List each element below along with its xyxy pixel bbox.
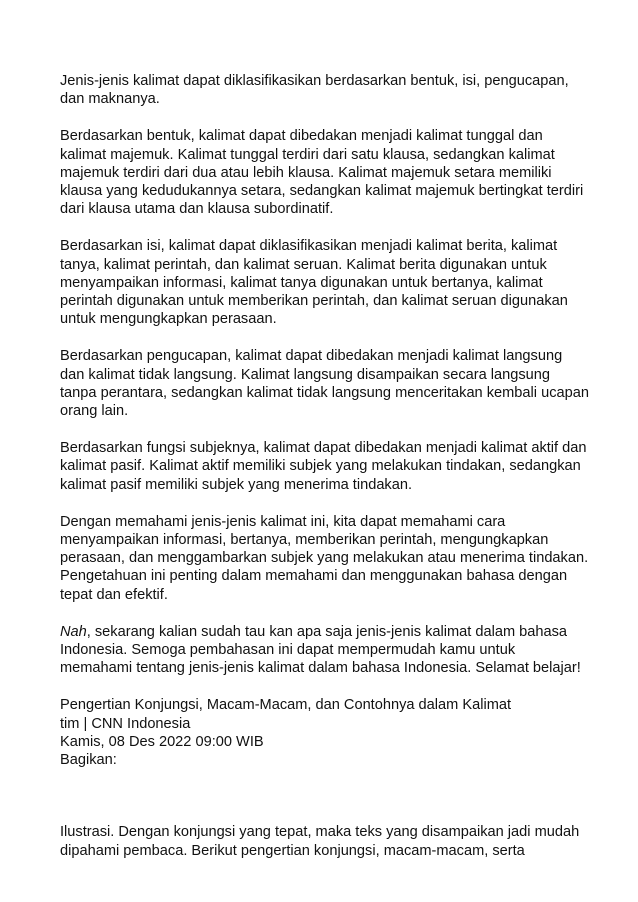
closing-text: , sekarang kalian sudah tau kan apa saja jenis-jenis kalimat dalam bahasa Indonesia. Semoga pembahasan ini dapat mempermudah kamu untuk memahami tentang jenis-jenis kalimat dalam bahasa Indonesia. Selamat belajar!	[60, 623, 581, 677]
paragraph-pengucapan: Berdasarkan pengucapan, kalimat dapat dibedakan menjadi kalimat langsung dan kalimat tidak langsung. Kalimat langsung disampaikan secara langsung tanpa perantara, sedangkan kalimat tidak langsung menceritakan kembali ucapan orang lain.	[60, 348, 589, 420]
paragraph-penutup	[60, 623, 590, 678]
paragraph-bentuk: Berdasarkan bentuk, kalimat dapat dibedakan menjadi kalimat tunggal dan kalimat majemuk. Kalimat tunggal terdiri dari satu klausa, sedangkan kalimat majemuk terdiri dari dua atau lebih klausa. Kalimat majemuk setara memiliki klausa yang kedudukannya setara, sedangkan kalimat majemuk bertingkat terdiri dari klausa utama dan klausa subordinatif.	[60, 128, 584, 218]
article-title: Pengertian Konjungsi, Macam-Macam, dan Contohnya dalam Kalimat	[60, 697, 512, 714]
document-page	[60, 72, 590, 860]
paragraph-kesimpulan: Dengan memahami jenis-jenis kalimat ini, kita dapat memahami cara menyampaikan informasi, bertanya, memberikan perintah, mengungkapkan perasaan, dan menggambarkan subjek yang melakukan atau menerima tindakan. Pengetahuan ini penting dalam memahami dan menggunakan bahasa dengan tepat dan efektif.	[60, 513, 589, 603]
closing-italic-word: Nah	[60, 623, 87, 640]
image-caption: Ilustrasi. Dengan konjungsi yang tepat, maka teks yang disampaikan jadi mudah dipahami pembaca. Berikut pengertian konjungsi, macam-macam, serta	[60, 824, 580, 859]
article-meta	[60, 696, 590, 769]
paragraph-fungsi-subjek: Berdasarkan fungsi subjeknya, kalimat dapat dibedakan menjadi kalimat aktif dan kalimat pasif. Kalimat aktif memiliki subjek yang melakukan tindakan, sedangkan kalimat pasif memiliki subjek yang menerima tindakan.	[60, 440, 587, 493]
paragraph-isi: Berdasarkan isi, kalimat dapat diklasifikasikan menjadi kalimat berita, kalimat tanya, kalimat perintah, dan kalimat seruan. Kalimat berita digunakan untuk menyampaikan informasi, kalimat tanya digunakan untuk bertanya, kalimat perintah digunakan untuk memberikan perintah, dan kalimat seruan digunakan untuk mengungkapkan perasaan.	[60, 238, 568, 328]
article-author: tim | CNN Indonesia	[60, 715, 191, 732]
paragraph-intro: Jenis-jenis kalimat dapat diklasifikasikan berdasarkan bentuk, isi, pengucapan, dan maknanya.	[60, 73, 569, 108]
article-date: Kamis, 08 Des 2022 09:00 WIB	[60, 733, 264, 750]
share-label: Bagikan:	[60, 752, 117, 769]
